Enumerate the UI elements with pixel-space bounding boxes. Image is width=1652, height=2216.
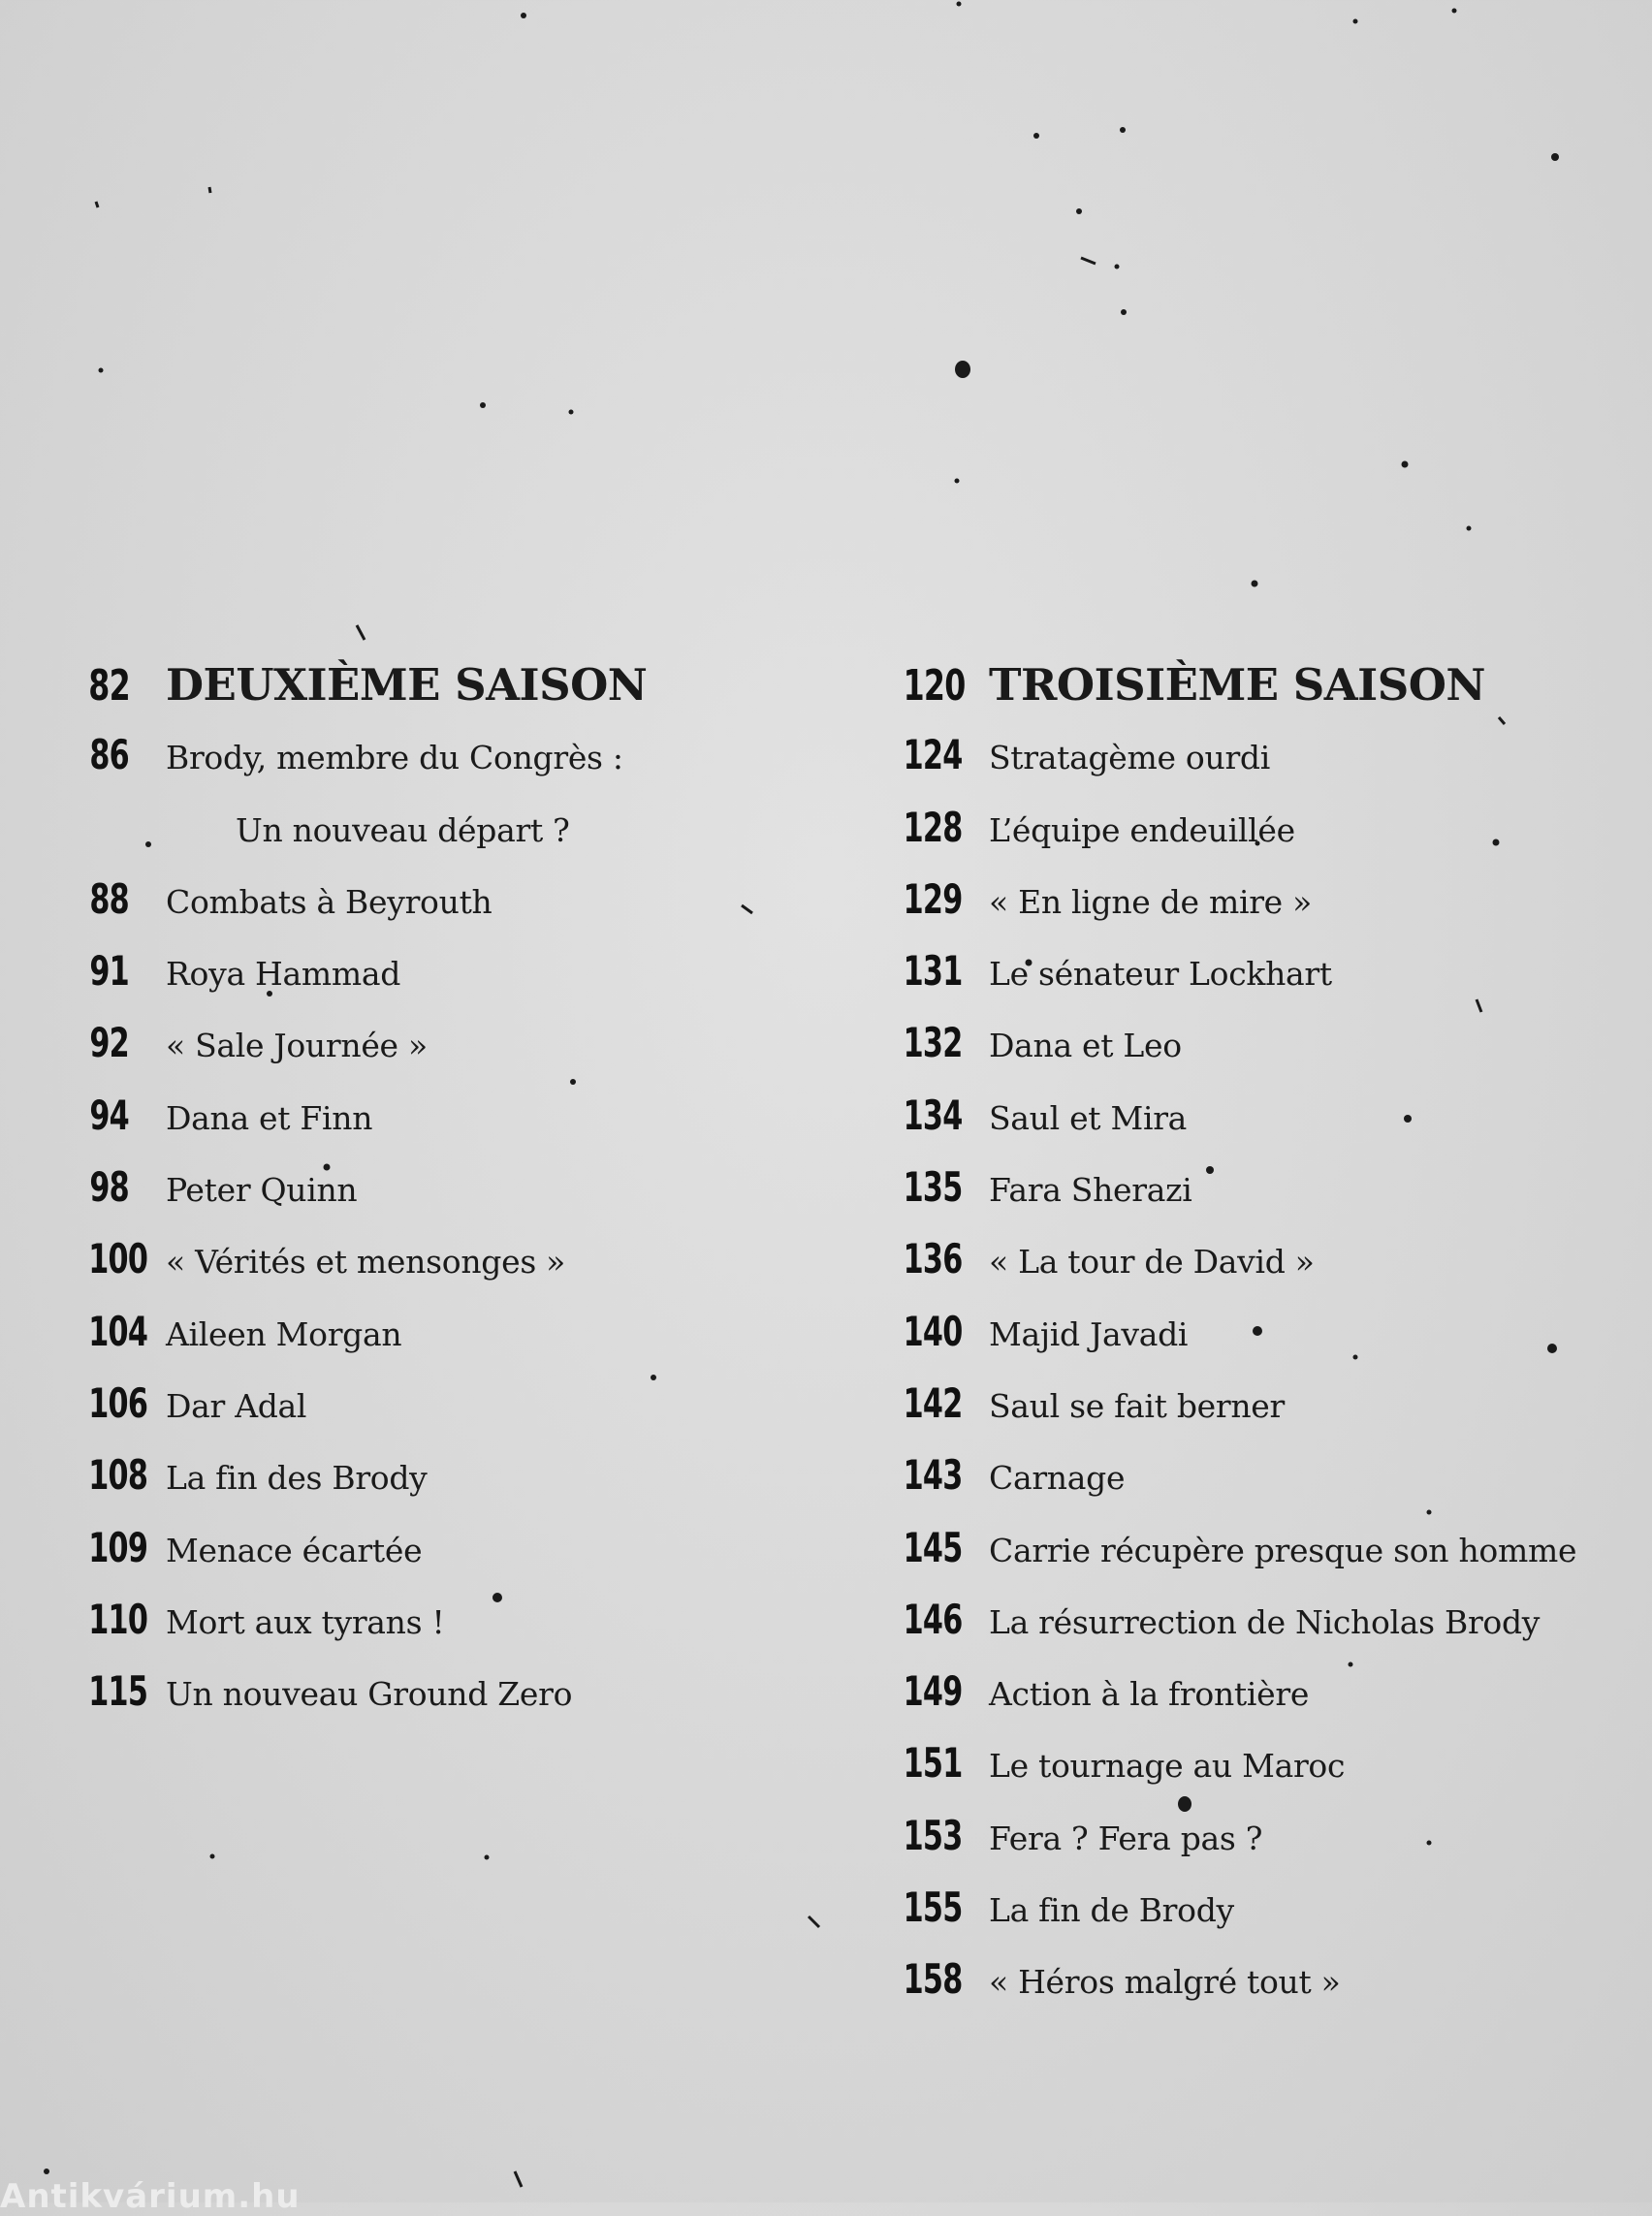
toc-entry xyxy=(884,1451,1602,1523)
entry-title: Majid Javadi xyxy=(989,1314,1189,1353)
toc-entry xyxy=(884,1092,1602,1163)
page-number: 92 xyxy=(89,1019,129,1067)
page-number: 142 xyxy=(903,1378,963,1427)
toc-column-left xyxy=(73,659,810,1739)
entry-title: Menace écartée xyxy=(166,1531,423,1569)
entry-title: « En ligne de mire » xyxy=(989,882,1312,921)
entry-title: Peter Quinn xyxy=(166,1171,358,1210)
toc-entry xyxy=(73,1451,810,1523)
toc-entry xyxy=(884,1812,1602,1884)
page-number: 143 xyxy=(903,1451,963,1500)
page-number: 151 xyxy=(903,1739,963,1788)
page-number: 82 xyxy=(88,661,130,711)
page-number: 132 xyxy=(903,1019,963,1067)
entry-title: Saul se fait berner xyxy=(989,1386,1286,1425)
entry-title: Dar Adal xyxy=(166,1386,307,1425)
toc-entry xyxy=(884,1884,1602,1955)
page-number: 140 xyxy=(903,1307,963,1355)
toc-entry xyxy=(884,731,1602,803)
toc-entry xyxy=(884,1163,1602,1235)
toc-entry xyxy=(73,1308,810,1379)
page-number: 106 xyxy=(88,1378,148,1427)
page-number: 94 xyxy=(89,1091,129,1139)
entry-title: La fin des Brody xyxy=(166,1459,428,1498)
page-number: 145 xyxy=(903,1523,963,1571)
toc-entry xyxy=(884,1739,1602,1811)
entry-title: La résurrection de Nicholas Brody xyxy=(989,1602,1541,1641)
page-number: 158 xyxy=(903,1955,963,2004)
toc-entry-continuation xyxy=(73,804,810,875)
entry-title: Mort aux tyrans ! xyxy=(166,1602,445,1641)
entry-title: Carrie récupère presque son homme xyxy=(989,1531,1577,1569)
toc-entry xyxy=(73,1524,810,1596)
toc-entry xyxy=(884,947,1602,1019)
toc-entry xyxy=(884,1379,1602,1451)
section-title: DEUXIÈME SAISON xyxy=(166,659,648,711)
toc-entry xyxy=(73,1092,810,1163)
page-number: 129 xyxy=(903,874,963,923)
toc-entry xyxy=(73,1235,810,1307)
toc-entry xyxy=(884,1596,1602,1667)
entry-title: Dana et Finn xyxy=(166,1098,373,1137)
entry-title: « Sale Journée » xyxy=(166,1027,428,1065)
page-number: 120 xyxy=(903,661,966,711)
entry-title: « Héros malgré tout » xyxy=(989,1963,1341,2002)
entry-title: « Vérités et mensonges » xyxy=(166,1243,566,1282)
toc-entry xyxy=(73,1379,810,1451)
page-number: 110 xyxy=(88,1595,148,1643)
page-number: 124 xyxy=(903,731,963,779)
page-number: 149 xyxy=(903,1667,963,1716)
page-number: 98 xyxy=(89,1163,129,1212)
toc-entry xyxy=(884,1667,1602,1739)
toc-entry xyxy=(73,1596,810,1667)
entry-title: Le sénateur Lockhart xyxy=(989,955,1332,994)
toc-column-right xyxy=(884,659,1602,2028)
page-number: 100 xyxy=(88,1235,148,1283)
toc-entry xyxy=(884,1235,1602,1307)
section-heading-season-2 xyxy=(73,659,810,731)
toc-entry xyxy=(884,1019,1602,1091)
page-number: 136 xyxy=(903,1235,963,1283)
page-number: 115 xyxy=(88,1667,148,1716)
toc-entry xyxy=(73,947,810,1019)
entry-title: La fin de Brody xyxy=(989,1891,1234,1930)
entry-title: Brody, membre du Congrès : xyxy=(166,739,623,777)
page-number: 88 xyxy=(89,874,129,923)
page-number: 153 xyxy=(903,1811,963,1859)
page-number: 128 xyxy=(903,803,963,851)
entry-title: Fera ? Fera pas ? xyxy=(989,1819,1263,1857)
entry-title: Stratagème ourdi xyxy=(989,739,1270,777)
entry-title: L’équipe endeuillée xyxy=(989,810,1295,849)
toc-entry xyxy=(884,1955,1602,2027)
entry-title: Combats à Beyrouth xyxy=(166,882,492,921)
entry-title: Action à la frontière xyxy=(989,1675,1310,1714)
entry-title: Roya Hammad xyxy=(166,955,401,994)
entry-title: Carnage xyxy=(989,1459,1126,1498)
entry-title: Un nouveau Ground Zero xyxy=(166,1675,573,1714)
page-number: 155 xyxy=(903,1884,963,1932)
toc-entry xyxy=(884,1308,1602,1379)
toc-entry xyxy=(73,1163,810,1235)
toc-entry xyxy=(884,1524,1602,1596)
watermark: Antikvárium.hu xyxy=(0,2177,301,2216)
entry-title: Saul et Mira xyxy=(989,1098,1188,1137)
toc-entry xyxy=(884,804,1602,875)
page-number: 131 xyxy=(903,947,963,996)
page-number: 146 xyxy=(903,1595,963,1643)
entry-title: Le tournage au Maroc xyxy=(989,1747,1346,1786)
page-number: 86 xyxy=(89,731,129,779)
entry-title: Aileen Morgan xyxy=(166,1314,402,1353)
page-number: 135 xyxy=(903,1163,963,1212)
entry-title: « La tour de David » xyxy=(989,1243,1315,1282)
entry-title: Dana et Leo xyxy=(989,1027,1182,1065)
section-heading-season-3 xyxy=(884,659,1602,731)
page-number: 108 xyxy=(88,1451,148,1500)
toc-entry xyxy=(73,1019,810,1091)
page-number: 109 xyxy=(88,1523,148,1571)
toc-entry xyxy=(73,875,810,947)
section-title: TROISIÈME SAISON xyxy=(989,659,1486,711)
toc-entry xyxy=(73,1667,810,1739)
entry-title: Un nouveau départ ? xyxy=(236,810,570,849)
entry-title: Fara Sherazi xyxy=(989,1171,1192,1210)
page-number: 134 xyxy=(903,1091,963,1139)
toc-entry xyxy=(73,731,810,803)
toc-entry xyxy=(884,875,1602,947)
page-number: 91 xyxy=(89,947,129,996)
page-number: 104 xyxy=(88,1307,148,1355)
